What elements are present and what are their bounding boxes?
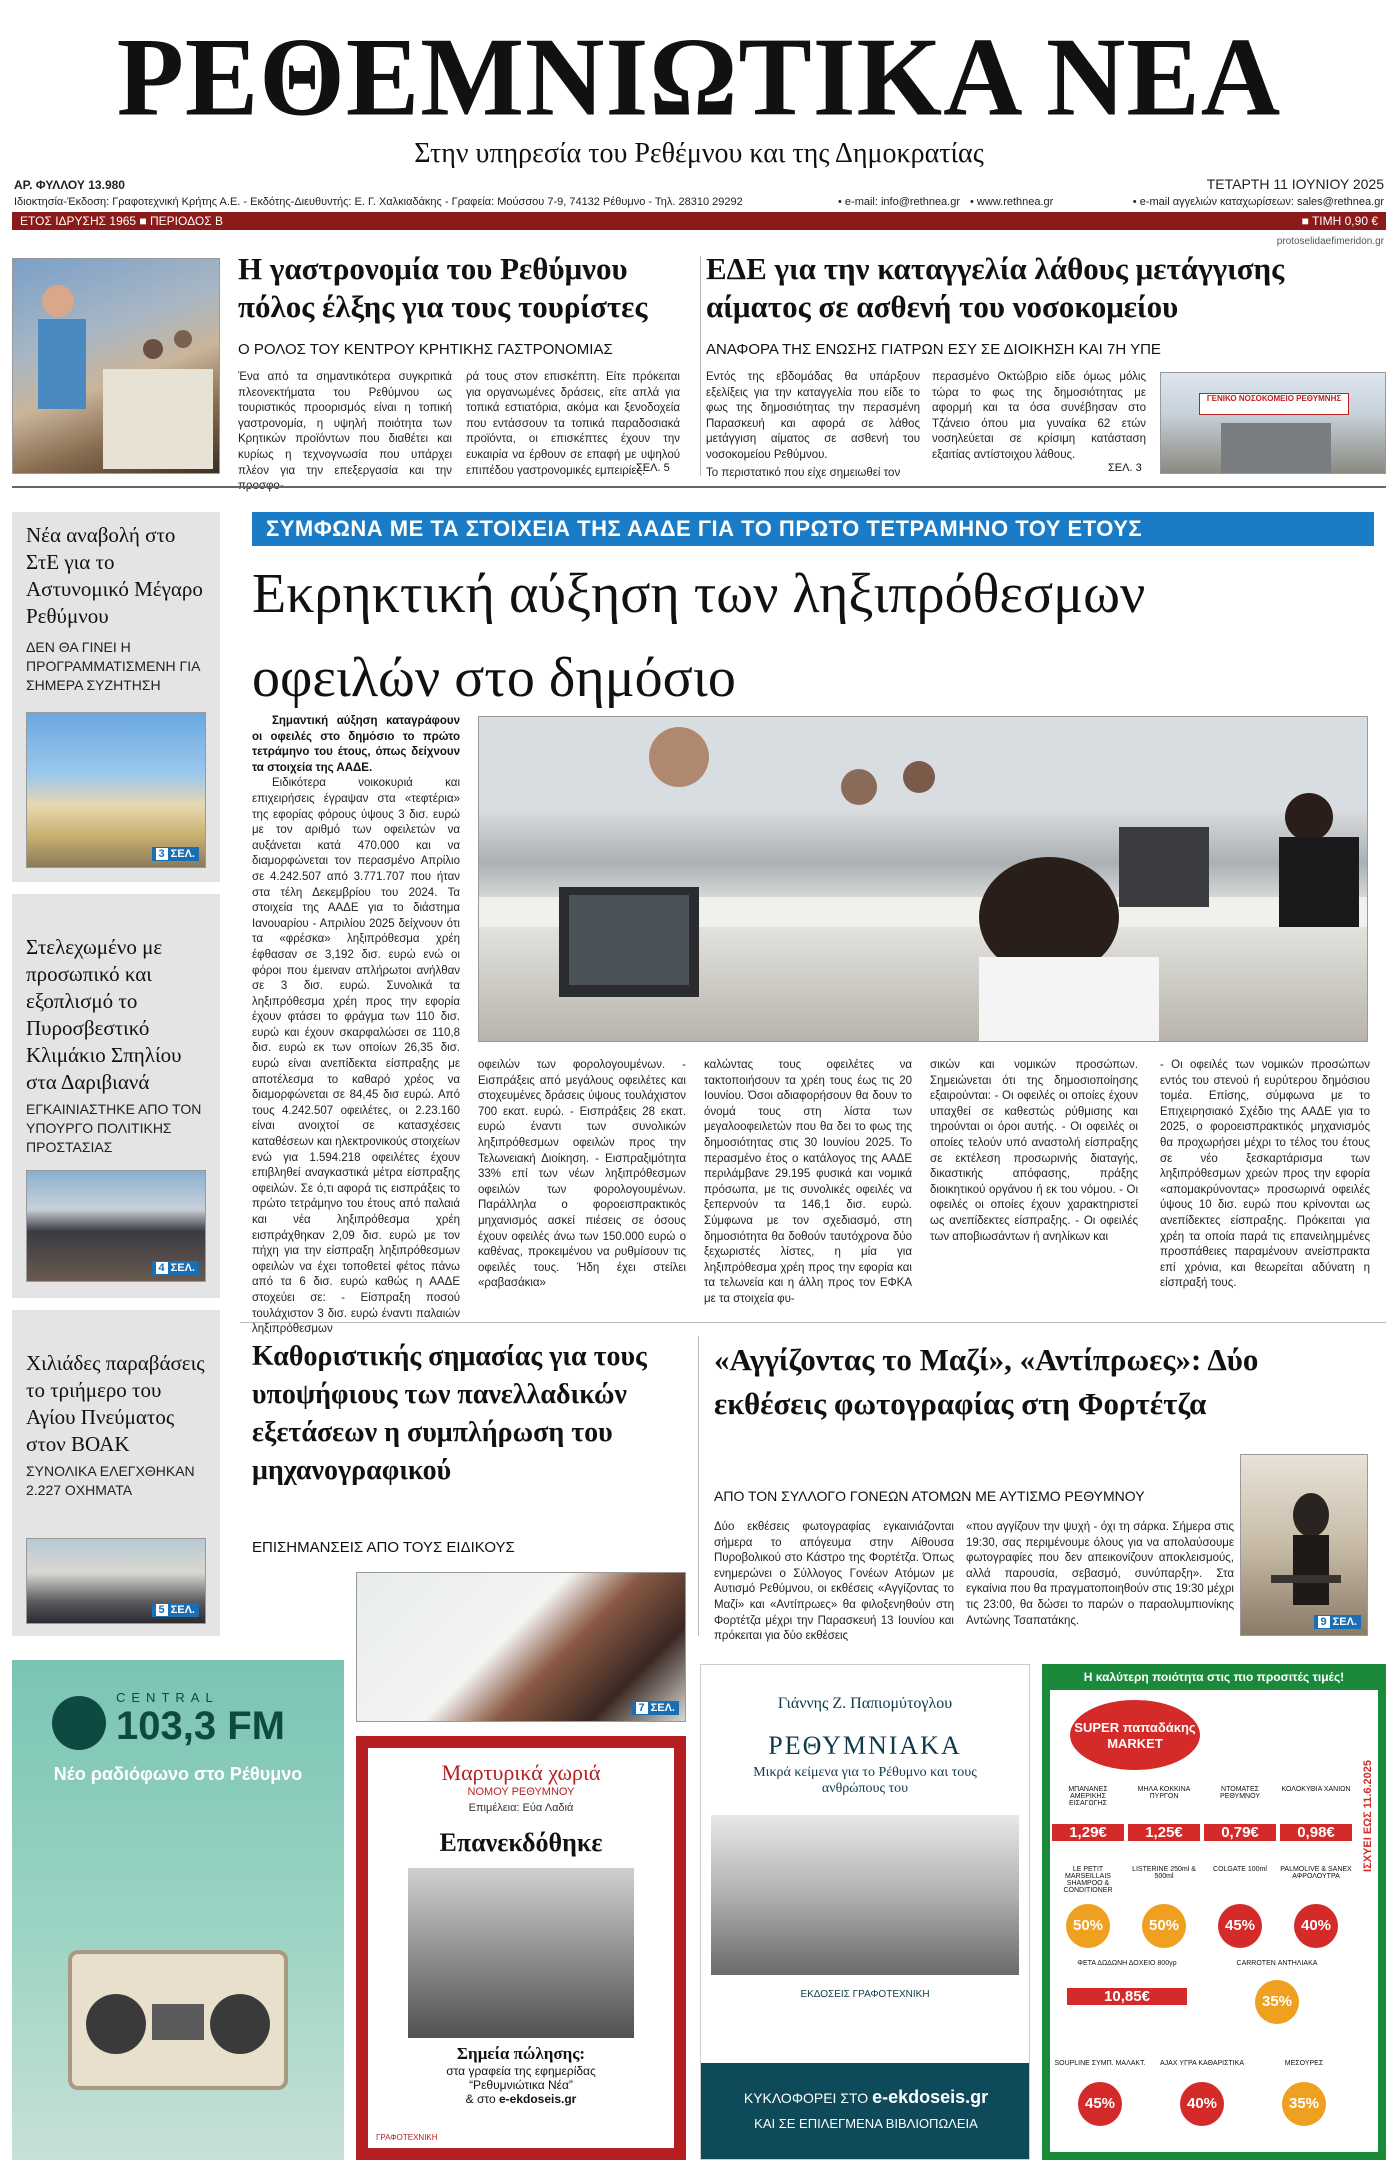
book1-sale: Σημεία πώλησης: — [456, 2044, 586, 2063]
book1-ek-link[interactable]: e-ekdoseis.gr — [498, 2092, 577, 2106]
book1-sale2: στα γραφεία της εφημερίδας — [446, 2064, 596, 2078]
story2-col1b-text: Το περιστατικό που είχε σημειωθεί τον — [706, 466, 901, 479]
book2-title: ΡΕΘΥΜΝΙΑΚΑ — [768, 1731, 962, 1760]
market-row1 — [1052, 1786, 1352, 1841]
book1-cover-photo — [408, 1868, 634, 2038]
story1-headline[interactable] — [238, 250, 688, 326]
story2-sub: ΑΝΑΦΟΡΑ ΤΗΣ ΕΝΩΣΗΣ ΓΙΑΤΡΩΝ ΕΣΥ ΣΕ ΔΙΟΙΚΗΣΗ ΚΑΙ 7Η ΥΠΕ — [706, 341, 1161, 358]
book-rethymniaka-ad[interactable] — [700, 1664, 1030, 2160]
story1-headline-line1: Η γαστρονομία του Ρεθύμνου — [238, 251, 628, 286]
market-valid: ΙΣΧΥΕΙ ΕΩΣ 11.6.2025 — [1362, 1760, 1374, 1872]
lead-col2: οφειλών των φορολογουμένων. - Εισπράξεις από μεγάλους οφειλέτες και στοχευμένες δράσεις ύψους τουλάχιστον 700 εκατ. ευρώ. - Εισπράξεις 28 εκατ. ευρώ έναντι των συνολικών ληξιπρόθεσμων οφειλών προς την Τελωνειακή Διοίκηση. - Εισπραξιμότητα 33% επί των νέων ληξιπρόθεσμων οφειλών των φορολογουμένων. Παράλληλα ο φοροεισπρακτικός μηχανισμός ασκεί πιέσεις σε όσους έχουν οφειλές άνω των 150.000 ευρώ ο καθένας, προκειμένου να ρυθμίσουν τις οφειλές τους. Ήδη έχει στείλει «ραβασάκια» — [478, 1059, 686, 1290]
market-row3 — [1052, 1960, 1352, 2024]
book1-sale4: & στο — [465, 2092, 496, 2106]
story1-sub: Ο ΡΟΛΟΣ ΤΟΥ ΚΕΝΤΡΟΥ ΚΡΗΤΙΚΗΣ ΓΑΣΤΡΟΝΟΜΙΑΣ — [238, 341, 613, 358]
issue-date: ΤΕΤΑΡΤΗ 11 ΙΟΥΝΙΟΥ 2025 — [1206, 176, 1384, 192]
story1-col2: ρά τους στον επισκέπτη. Είτε πρόκειται για οργανωμένες δράσεις, είτε απλά για τοπικά εστιατόρια, ακόμα και ξενοδοχεία που εντάσσουν τα τοπικά παραδοσιακά προϊόντα, οι επισκέπτες έχουν την ευκαιρία να έρθουν σε επαφή με υψηλού επιπέδου γαστρονομικές εμπειρίες. — [466, 371, 680, 477]
story2-headline-line1: ΕΔΕ για την καταγγελία λάθους μετάγγισης — [706, 251, 1285, 286]
radio-ad[interactable] — [12, 1660, 344, 2160]
book1-publisher: ΓΡΑΦΟΤΕΧΝΙΚΗ — [376, 2133, 438, 2142]
book2-publisher: ΕΚΔΟΣΕΙΣ ΓΡΑΦΟΤΕΧΝΙΚΗ — [800, 1989, 930, 2000]
story2-col2: περασμένο Οκτώβριο είδε όμως μόλις τώρα το φως της δημοσιότητας με αφορμή και τα όσα συνέβησαν στο Τζάνειο όπου μια γυναίκα 62 ετών νοσηλεύεται σε κρίσιμη κατάσταση εξαιτίας αντίστοιχου λάθους. — [932, 371, 1146, 461]
lead-col5: - Οι οφειλές των νομικών προσώπων εντός του στενού ή ευρύτερου δημόσιου τομέα. Επίσης, σύμφωνα με το Επιχειρησιακό Σχέδιο της ΑΑΔΕ για το 2025, ο φοροεισπρακτικός μηχανισμός θα προχωρήσει μέχρι το τέλος του έτους σε νέο ξεσκαρτάρισμα των ληξιπρόθεσμων χρεών προς την εφορία «απομακρύνοντας» προσωρινά οφειλές ύψους 10 δισ. ευρώ που κρίνονται ως ανεπίδεκτες είσπραξης. Πρόκειται για χρέη τα οποία παρά τις επανειλημμένες προσπάθειες παραμένουν ανείσπρακτα επί χρόνια, και θεωρείται αδύνατη η είσπραξή τους. — [1160, 1059, 1370, 1290]
market-item: CARROTEN ΑΝΤΗΛΙΑΚΑ 35% — [1217, 1960, 1337, 2024]
story4-col2: «που αγγίζουν την ψυχή - όχι τη σάρκα. Σήμερα στις 19:30, σας περιμένουμε όλους για να απολαύσουμε φωτογραφίες που δεν απεικονίζουν αποκλεισμούς, αλλά παρουσία, σεβασμό, συνύπαρξη». Στα εγκαίνια που θα πραγματοποιηθούν στις 19:30 μέχρι τις 23:00, θα δώσει το παρών ο παραολυμπιονίκης Αντώνης Τσαπατάκης. — [966, 1521, 1234, 1627]
market-item: ΜΗΛΑ ΚΟΚΚΙΝΑ ΠΥΡΓΟΝ 1,25€ — [1128, 1786, 1200, 1841]
section-divider — [12, 486, 1386, 488]
market-item: LISTERINE 250ml & 500ml 50% — [1128, 1866, 1200, 1948]
book1-sale3: “Ρεθυμνιώτικα Νέα” — [469, 2078, 573, 2092]
lead-headline[interactable] — [252, 552, 1382, 720]
lead-col1 — [252, 714, 460, 1338]
story1-headline-line2: πόλος έλξης για τους τουρίστες — [238, 289, 648, 324]
book2-avail2: ΚΑΙ ΣΕ ΕΠΙΛΕΓΜΕΝΑ ΒΙΒΛΙΟΠΩΛΕΙΑ — [754, 2116, 978, 2131]
market-item: PALMOLIVE & SANEX ΑΦΡΟΛΟΥΤΡΑ 40% — [1280, 1866, 1352, 1948]
photo-exhibition-art — [1241, 1455, 1368, 1636]
book2-avail: ΚΥΚΛΟΦΟΡΕΙ ΣΤΟ — [743, 2090, 869, 2106]
lead-col4: σικών και νομικών προσώπων. Σημειώνεται ότι της δημοσιοποίησης εξαιρούνται: - Οι οφειλές οι οποίες έχουν υπαχθεί σε καθεστώς ρύθμισης και τηρούνται οι όροι αυτής. - Οι οφειλές οι οποίες τελούν υπό αναστολή είσπραξης σε εκτέλεση προσωρινής διαταγής, δικαστικής απόφασης, πράξης διοικητικού οργάνου ή εκ του νόμου. - Οι οφειλές οι οποίες έχουν χαρακτηριστεί ως ανεπίδεκτες είσπραξης. - Οι οφειλές των αποβιωσάντων ή ανηλίκων και — [930, 1059, 1138, 1243]
market-item: ΜΕΣΟΥΡΕΣ 35% — [1256, 2060, 1352, 2126]
divider — [240, 1322, 1386, 1323]
page-label: ΣΕΛ. — [170, 848, 195, 860]
sidebar-headline: Νέα αναβολή στο ΣτΕ για το Αστυνομικό Μέγαρο Ρεθύμνου — [26, 523, 203, 628]
story4-col1: Δύο εκθέσεις φωτογραφίας εγκαινιάζονται σήμερα το απόγευμα στην Αίθουσα Πυροβολικού στο Κάστρο της Φορτέτζα. Όπως ενημερώνει ο Σύλλογος Γονέων Ατόμων με Αυτισμό Ρεθύμνου, οι εκθέσεις «Αγγίζοντας το Μαζί» και «Αντίπρωες» θα φιλοξενηθούν στη Φορτέτζα μέχρι την Παρασκευή 13 Ιουνίου και πρόκειται για δύο εκθέσεις — [714, 1521, 954, 1643]
photo-exhibition-image — [1240, 1454, 1368, 1636]
lead-col1-text: Ειδικότερα νοικοκυριά και επιχειρήσεις έγραψαν στα «τεφτέρια» της εφορίας φόρους ύψους 3 δισ. ευρώ με τον αριθμό των οφειλετών να αυξάνεται κατά 470.000 και να διαμορφώνεται τον περασμένο Απρίλιο σε 4.242.507 από 3.771.707 που ήταν στα τέλη Δεκεμβρίου του 2024. Τα στοιχεία της ΑΑΔΕ για το διάστημα Ιανουαρίου - Απριλίου 2025 δείχνουν ότι τα «φρέσκα» ληξιπρόθεσμα χρέη έφθασαν σε 3,192 δισ. ευρώ ενώ οι φόροι που έμειναν απλήρωτοι ανήλθαν σε 3 δισ. ευρώ. Συνολικά τα ληξιπρόθεσμα χρέη προς την εφορία έχουν φτάσει το φράγμα των 110 δισ. ευρώ και έχουν σκαρφαλώσει σε 110,8 δισ. ευρώ εκ των οποίων 26,35 δισ. ευρώ είναι ανεπίδεκτα είσπραξης με αποτέλεσμα το καθαρό χρέος να διαμορφώνεται σε 84,45 δισ ευρώ. Από τους 4.242.507 οφειλέτες, οι 2.23.160 είναι ανοιχτοί σε κατασχέσεις καταθέσεων και ηλεκτρονικούς στοιχείων ενώ για 1.594.218 οφειλέτες έχουν επιβληθεί αναγκαστικά μέτρα είσπραξης οφειλών. Σε ό,τι αφορά τις εισπράξεις το πρώτο τετράμηνο του έτους από παλαιά και νέα ληξιπρόθεσμα χρέη εισπράχθηκαν 2,09 δισ. ευρώ με τον πήχη για την είσπραξη ληξιπρόθεσμων οφειλών να έχει τοποθετεί φέτος πάνω από τα 6 δισ. ευρώ καθώς η ΑΑΔΕ στοχεύει σε: - Είσπραξη ποσού τουλάχιστον 3 δισ. ευρώ έναντι παλαιών ληξιπρόθεσμων — [252, 777, 460, 1336]
market-row4 — [1052, 2060, 1352, 2126]
book1-reissued: Επανεκδόθηκε — [439, 1828, 603, 1857]
email-info[interactable]: • e-mail: info@rethnea.gr — [838, 196, 961, 208]
ads-email-info[interactable]: • e-mail αγγελιών καταχωρίσεων: sales@rethnea.gr — [1132, 196, 1384, 208]
founded-text: ΕΤΟΣ ΙΔΡΥΣΗΣ 1965 ■ ΠΕΡΙΟΔΟΣ Β — [20, 214, 223, 228]
ownership-line: Ιδιοκτησία-Έκδοση: Γραφοτεχνική Κρήτης Α.Ε. - Εκδότης-Διευθυντής: Ε. Γ. Χαλκιαδάκης - Γραφεία: Μούσσου 7-9, 74132 Ρέθυμνο - Τηλ. 28310 29292 — [14, 196, 743, 208]
story3-sub: ΕΠΙΣΗΜΑΝΣΕΙΣ ΑΠΟ ΤΟΥΣ ΕΙΔΙΚΟΥΣ — [252, 1539, 515, 1556]
lead-intro: Σημαντική αύξηση καταγράφουν οι οφειλές στο δημόσιο το πρώτο τετράμηνο του έτους, όπως δείχνουν τα στοιχεία της ΑΑΔΕ. — [252, 715, 460, 774]
story2-col1 — [706, 370, 920, 481]
price-text: ■ ΤΙΜΗ 0,90 € — [1301, 214, 1378, 228]
story4-sub: ΑΠΟ ΤΟΝ ΣΥΛΛΟΓΟ ΓΟΝΕΩΝ ΑΤΟΜΩΝ ΜΕ ΑΥΤΙΣΜΟ ΡΕΘΥΜΝΟΥ — [714, 1488, 1145, 1504]
book1-editor: Επιμέλεια: Εύα Λαδιά — [468, 1802, 574, 1814]
info-bar — [12, 212, 1386, 230]
market-item: ΝΤΟΜΑΤΕΣ ΡΕΘΥΜΝΟΥ 0,79€ — [1204, 1786, 1276, 1841]
page-label: ΣΕΛ. — [650, 1702, 675, 1714]
radio-slogan: Νέο ραδιόφωνο στο Ρέθυμνο — [53, 1764, 303, 1784]
story2-col1-text: Εντός της εβδομάδας θα υπάρξουν εξελίξεις για την καταγγελία που είδε το φως της δημοσιότητας την περασμένη Παρασκευή και αφορά σε λάθος μετάγγιση αίματος σε ασθενή του νοσοκομείου Ρεθύμνου. — [706, 371, 920, 461]
market-item: AJAX ΥΓΡΑ ΚΑΘΑΡΙΣΤΙΚΑ 40% — [1154, 2060, 1250, 2126]
credit[interactable]: protoselidaefimeridon.gr — [1276, 236, 1384, 247]
page-label: ΣΕΛ. — [1332, 1616, 1357, 1628]
page-badge[interactable] — [1314, 1615, 1361, 1629]
radio-device-icon — [68, 1950, 288, 2090]
sidebar-headline: Χιλιάδες παραβάσεις το τριήμερο του Αγίου Πνεύματος στον ΒΟΑΚ — [26, 1351, 205, 1456]
sidebar-item-stE[interactable] — [12, 512, 220, 882]
story1-col1: Ένα από τα σημαντικότερα συγκριτικά πλεονεκτήματα του Ρεθύμνου ως τουριστικός προορισμός είναι η τοπική γαστρονομία, η υψηλή ποιότητα των Κρητικών προϊόντων που διαθέτει και κυρίως η τεχνογνωσία που υπάρχει πλέον για την επεξεργασία και την — [238, 371, 452, 477]
supermarket-ad[interactable] — [1042, 1664, 1386, 2160]
page-label: ΣΕΛ. — [170, 1604, 195, 1616]
page-number: 3 — [156, 848, 168, 860]
tax-office-photo-art — [479, 717, 1368, 1042]
gastronomy-photo — [12, 258, 220, 474]
story4-headline[interactable]: «Αγγίζοντας το Μαζί», «Αντίπρωες»: Δύο εκθέσεις φωτογραφίας στη Φορτέτζα — [714, 1342, 1259, 1421]
page-badge[interactable] — [152, 1603, 199, 1617]
police-hq-photo — [26, 712, 206, 868]
fire-station-photo — [26, 1170, 206, 1282]
hospital-sign: ΓΕΝΙΚΟ ΝΟΣΟΚΟΜΕΙΟ ΡΕΘΥΜΝΗΣ — [1199, 393, 1349, 415]
lead-col3: καλώντας τους οφειλέτες να τακτοποιήσουν τα χρέη τους έως τις 20 Ιουνίου. Όσοι αδιαφορήσουν θα δουν το όνομά τους στη λίστα των μεγαλοοφειλετών που θα δει το φως της δημοσιότητας στις 30 Ιουνίου 2025. Το περασμένο έτος ο κατάλογος της ΑΑΔΕ περιλάμβανε 29.195 φυσικά και νομικά πρόσωπα, με τις συνολικές οφειλές να ξεπερνούν τα 146,1 δισ. ευρώ. Σύμφωνα με τον σχεδιασμό, στη δημοσιότητα θα δοθούν ταυτόχρονα δύο ξεχωριστές λίστες, η μία για ληξιπρόθεσμα χρέη προς την εφορία και τα τελωνεία και η άλλη προς τον ΕΦΚΑ με τα στοιχεία φυ- — [704, 1059, 912, 1305]
market-item: SOUPLINE ΣΥΜΠ. ΜΑΛΑΚΤ. 45% — [1052, 2060, 1148, 2126]
sidebar-sub: ΔΕΝ ΘΑ ΓΙΝΕΙ Η ΠΡΟΓΡΑΜΜΑΤΙΣΜΕΝΗ ΓΙΑ ΣΗΜΕΡΑ ΣΥΖΗΤΗΣΗ — [26, 639, 200, 693]
radio-logo-icon — [52, 1696, 106, 1750]
market-top: Η καλύτερη ποιότητα στις πιο προσιτές τιμές! — [1083, 1670, 1345, 1684]
story1-page[interactable]: ΣΕΛ. 5 — [636, 462, 670, 474]
lead-headline-line2: οφειλών στο δημόσιο — [252, 647, 736, 709]
book1-subtitle: ΝΟΜΟΥ ΡΕΘΥΜΝΟΥ — [467, 1786, 575, 1798]
story2-headline[interactable] — [706, 250, 1386, 326]
exams-photo — [356, 1572, 686, 1722]
page-badge[interactable] — [152, 1261, 199, 1275]
story2-headline-line2: αίματος σε ασθενή του νοσοκομείου — [706, 289, 1179, 324]
tax-office-photo — [478, 716, 1368, 1042]
divider — [700, 256, 701, 476]
market-item: ΦΕΤΑ ΔΩΔΩΝΗ ΔΟΧΕΙΟ 800γρ 10,85€ — [1067, 1960, 1187, 2024]
page-number: 4 — [156, 1262, 168, 1274]
hospital-photo — [1160, 372, 1386, 474]
market-item: COLGATE 100ml 45% — [1204, 1866, 1276, 1948]
market-item: LE PETIT MARSEILLAIS SHAMPOO & CONDITIONER 50% — [1052, 1866, 1124, 1948]
story3-headline[interactable]: Καθοριστικής σημασίας για τους υποψήφιους των πανελλαδικών εξετάσεων η συμπλήρωση του μηχανογραφικού — [252, 1341, 647, 1486]
page-number: 9 — [1318, 1616, 1330, 1628]
masthead-tagline: Στην υπηρεσία του Ρεθέμνου και της Δημοκρατίας — [414, 138, 984, 169]
lead-headline-line1: Εκρηκτική αύξηση των ληξιπρόθεσμων — [252, 563, 1146, 625]
market-row2 — [1052, 1866, 1352, 1948]
story2-page[interactable]: ΣΕΛ. 3 — [1108, 462, 1142, 474]
traffic-check-photo — [26, 1538, 206, 1624]
sidebar-item-fire[interactable] — [12, 894, 220, 1298]
page-number: 7 — [636, 1702, 648, 1714]
book2-ek-link[interactable]: e-ekdoseis.gr — [872, 2087, 989, 2107]
market-item: ΚΟΛΟΚΥΘΙΑ ΧΑΝΙΩΝ 0,98€ — [1281, 1786, 1351, 1841]
market-item: ΜΠΑΝΑΝΕΣ ΑΜΕΡΙΚΗΣ ΕΙΣΑΓΩΓΗΣ 1,29€ — [1052, 1786, 1124, 1841]
book2-author: Γιάννης Ζ. Παπιομύτογλου — [777, 1695, 953, 1712]
market-brand-logo: SUPER παπαδάκης MARKET — [1070, 1700, 1200, 1770]
hospital-entrance — [1221, 423, 1331, 474]
page-number: 5 — [156, 1604, 168, 1616]
page-badge[interactable] — [152, 847, 199, 861]
sidebar-item-voak[interactable] — [12, 1310, 220, 1636]
radio-brand: CENTRAL — [116, 1690, 219, 1705]
book-martyric-villages-ad[interactable] — [356, 1736, 686, 2160]
sidebar-sub: ΕΓΚΑΙΝΙΑΣΤΗΚΕ ΑΠΟ ΤΟΝ ΥΠΟΥΡΓΟ ΠΟΛΙΤΙΚΗΣ ΠΡΟΣΤΑΣΙΑΣ — [26, 1101, 202, 1155]
book2-harbour-photo — [711, 1815, 1019, 1975]
issue-number: ΑΡ. ΦΥΛΛΟΥ 13.980 — [14, 178, 125, 192]
sidebar-headline: Στελεχωμένο με προσωπικό και εξοπλισμό το Πυροσβεστικό Κλιμάκιο Σπηλίου στα Δαριβιανά — [26, 935, 182, 1094]
page-label: ΣΕΛ. — [170, 1262, 195, 1274]
book2-subtitle: Μικρά κείμενα για το Ρέθυμνο και τους ανθρώπους του — [753, 1765, 977, 1796]
gastronomy-photo-art — [13, 259, 220, 474]
book1-title: Μαρτυρικά χωριά — [441, 1760, 601, 1785]
lead-kicker: ΣΥΜΦΩΝΑ ΜΕ ΤΑ ΣΤΟΙΧΕΙΑ ΤΗΣ ΑΑΔΕ ΓΙΑ ΤΟ ΠΡΩΤΟ ΤΕΤΡΑΜΗΝΟ ΤΟΥ ΕΤΟΥΣ — [252, 512, 1374, 546]
radio-freq: 103,3 FM — [116, 1704, 285, 1748]
web-info[interactable]: • www.rethnea.gr — [970, 196, 1054, 208]
divider — [698, 1336, 699, 1636]
masthead-title: ΡΕΘΕΜΝΙΩΤΙΚΑ ΝΕΑ — [116, 14, 1282, 140]
sidebar-sub: ΣΥΝΟΛΙΚΑ ΕΛΕΓΧΘΗΚΑΝ 2.227 ΟΧΗΜΑΤΑ — [26, 1463, 195, 1498]
page-badge[interactable] — [632, 1701, 679, 1715]
